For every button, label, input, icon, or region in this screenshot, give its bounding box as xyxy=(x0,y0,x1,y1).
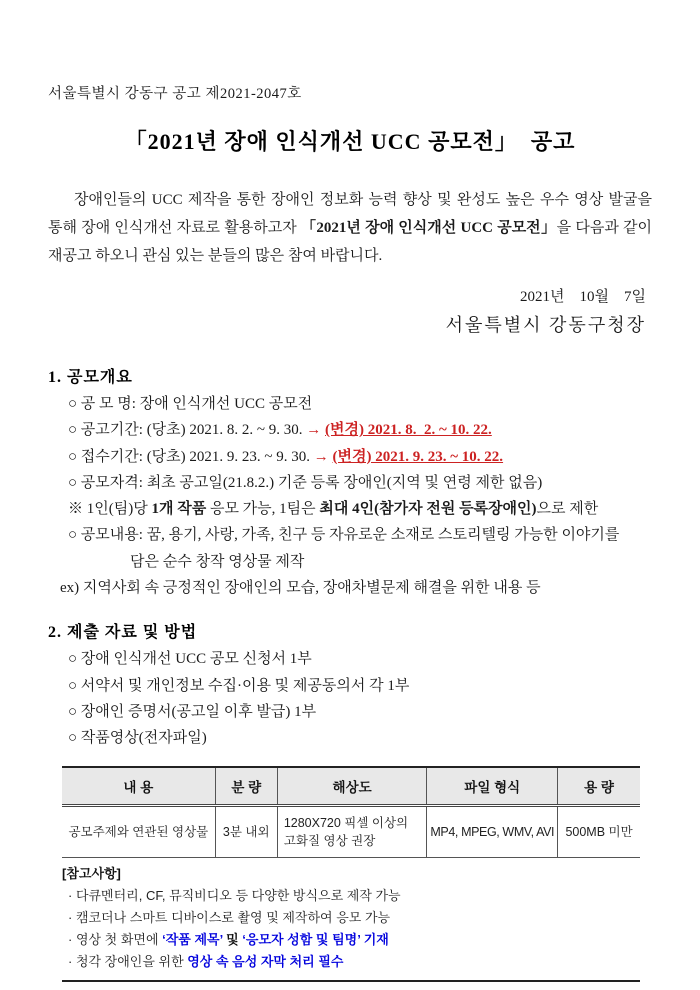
intro-text-2: 을 다음과 같이 재공고 하오니 관심 있는 분들의 많은 참여 바랍니다. xyxy=(48,220,653,264)
announce-period-original: ○ 공고기간: (당초) 2021. 8. 2. ~ 9. 30. xyxy=(68,422,307,439)
change-arrow-icon: → xyxy=(306,422,326,439)
list-item-consent: ○ 서약서 및 개인정보 수집·이용 및 제공동의서 각 1부 xyxy=(68,677,410,694)
announce-period-changed: (변경) 2021. 8. 2. ~ 10. 22. xyxy=(325,422,492,439)
col-header-resolution: 해상도 xyxy=(277,767,427,806)
note-line-subtitles xyxy=(62,951,640,973)
limit-text-3: 으로 제한 xyxy=(536,501,599,518)
doc-number: 서울특별시 강동구 공고 제2021-2047호 xyxy=(48,86,302,102)
section-overview-list xyxy=(48,391,652,601)
cell-length: 3분 내외 xyxy=(215,805,277,857)
notes-title: [참고사항] xyxy=(62,865,121,881)
list-item-application: ○ 장애 인식개선 UCC 공모 신청서 1부 xyxy=(68,651,312,668)
note3-text: · 영상 첫 화면에 xyxy=(68,931,163,947)
change-arrow-icon: → xyxy=(313,448,333,465)
receipt-period-original: ○ 접수기간: (당초) 2021. 9. 23. ~ 9. 30. xyxy=(68,448,314,465)
list-item-announce-period xyxy=(48,417,652,443)
list-item-content-continued: 담은 순수 창작 영상물 제작 xyxy=(130,553,305,570)
spec-table-row xyxy=(62,805,640,857)
section-overview xyxy=(48,364,652,601)
video-spec-table xyxy=(62,766,640,858)
list-item-receipt-period xyxy=(48,444,652,470)
section-overview-heading: 1. 공모개요 xyxy=(48,369,133,386)
cell-format: MP4, MPEG, WMV, AVI xyxy=(427,805,558,857)
limit-bold-2: 최대 4인(참가자 전원 등록장애인) xyxy=(319,501,537,518)
col-header-content: 내 용 xyxy=(62,767,215,806)
section-submission xyxy=(48,619,652,751)
signoff-block xyxy=(48,284,652,340)
intro-paragraph xyxy=(48,186,652,270)
section-submission-heading: 2. 제출 자료 및 방법 xyxy=(48,624,198,642)
note-line-title-credit xyxy=(62,929,640,951)
note-line-devices: · 캠코더나 스마트 디바이스로 촬영 및 제작하여 응모 가능 xyxy=(68,909,391,925)
page-title: 「2021년 장애 인식개선 UCC 공모전」 공고 xyxy=(124,129,576,154)
note3-highlight-1: ‘작품 제목’ xyxy=(162,931,223,947)
note-line-formats: · 다큐멘터리, CF, 뮤직비디오 등 다양한 방식으로 제작 가능 xyxy=(68,887,401,903)
col-header-size: 용 량 xyxy=(558,767,640,806)
list-item-video-file: ○ 작품영상(전자파일) xyxy=(68,730,207,747)
cell-content: 공모주제와 연관된 영상물 xyxy=(62,805,215,857)
announcement-date: 2021년 10월 7일 xyxy=(520,289,646,305)
list-item-contest-name: ○ 공 모 명: 장애 인식개선 UCC 공모전 xyxy=(68,396,313,412)
intro-text-1: 장애인들의 UCC 제작을 통한 장애인 정보화 능력 향상 및 완성도 높은 우수 영상 발굴을 통해 장애 인식개선 자료로 활용하고자 xyxy=(48,192,652,236)
notes-box xyxy=(62,858,640,982)
signer-title: 서울특별시 강동구청장 xyxy=(445,315,646,335)
limit-text-2: 응모 가능, 1팀은 xyxy=(206,501,320,518)
list-item-example: ex) 지역사회 속 긍정적인 장애인의 모습, 장애차별문제 해결을 위한 내용 등 xyxy=(60,580,541,597)
intro-contest-name: 「2021년 장애 인식개선 UCC 공모전」 xyxy=(300,220,557,236)
col-header-format: 파일 형식 xyxy=(427,767,558,806)
note3-and: 및 xyxy=(222,931,243,947)
note4-highlight: 영상 속 음성 자막 처리 필수 xyxy=(187,953,344,969)
list-item-eligibility: ○ 공모자격: 최초 공고일(21.8.2.) 기준 등록 장애인(지역 및 연령 제한 없음) xyxy=(68,474,543,491)
spec-table-head xyxy=(62,767,640,806)
receipt-period-changed: (변경) 2021. 9. 23. ~ 10. 22. xyxy=(332,448,504,465)
limit-text-1: ※ 1인(팀)당 xyxy=(68,501,152,518)
limit-bold-1: 1개 작품 xyxy=(151,501,207,518)
spec-table-header-row xyxy=(62,767,640,806)
col-header-length: 분 량 xyxy=(215,767,277,806)
list-item-limit xyxy=(48,496,652,522)
list-item-content: ○ 공모내용: 꿈, 용기, 사랑, 가족, 친구 등 자유로운 소재로 스토리텔링 가능한 이야기를 xyxy=(68,527,620,544)
spec-table-body xyxy=(62,805,640,857)
list-item-certificate: ○ 장애인 증명서(공고일 이후 발급) 1부 xyxy=(68,703,317,720)
cell-resolution: 1280X720 픽셀 이상의 고화질 영상 권장 xyxy=(277,805,427,857)
cell-size: 500MB 미만 xyxy=(558,805,640,857)
note4-text: · 청각 장애인을 위한 xyxy=(68,953,188,969)
note3-highlight-2: ‘응모자 성함 및 팀명’ 기재 xyxy=(242,931,389,947)
section-submission-list xyxy=(48,646,652,751)
